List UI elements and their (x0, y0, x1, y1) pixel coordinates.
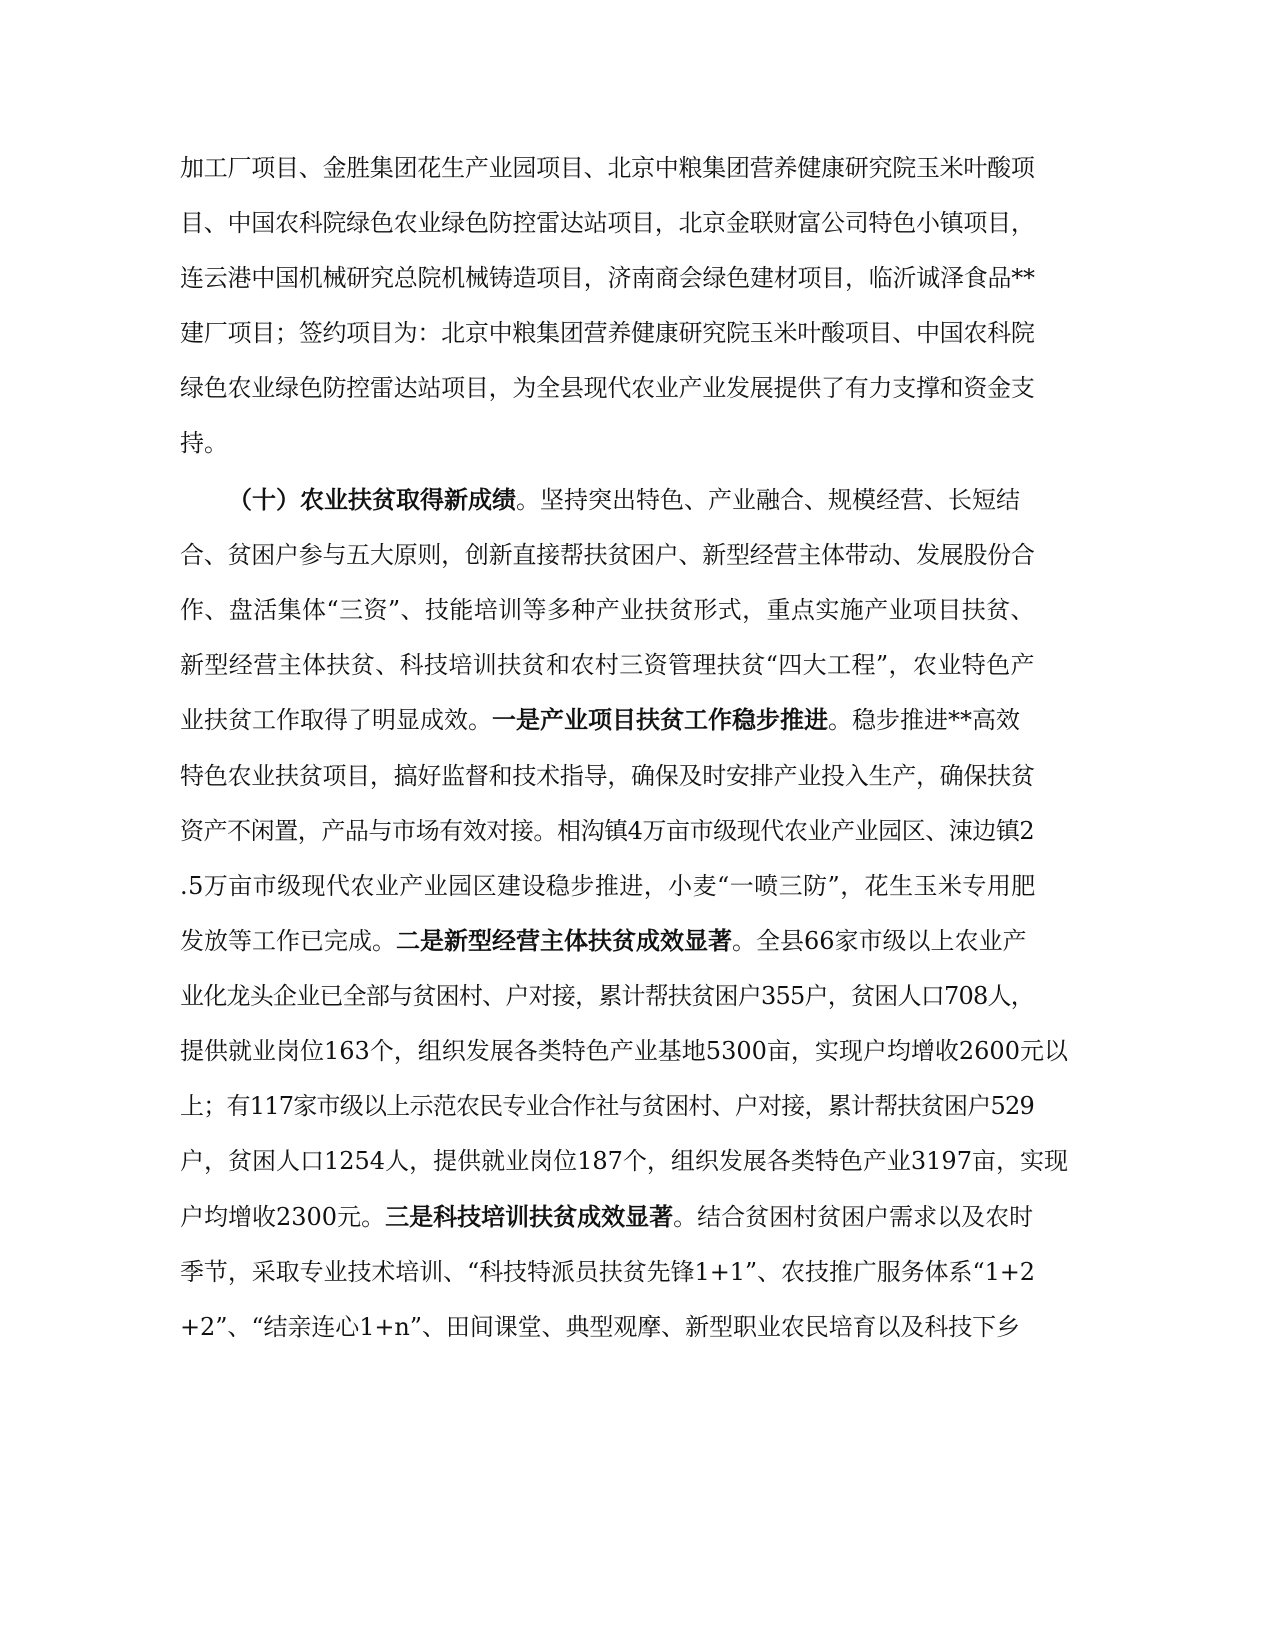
body-text-segment: 目、中国农科院绿色农业绿色防控雷达站项目，北京金联财富公司特色小镇项目， (180, 209, 1035, 237)
body-text-segment: 户均增收2300元。 (180, 1203, 386, 1231)
bold-heading-text: 二是新型经营主体扶贫成效显著 (396, 926, 732, 955)
text-line (180, 1252, 1035, 1292)
body-text-segment: +2”、“结亲连心1+n”、田间课堂、典型观摩、新型职业农民培育以及科技下乡 (180, 1313, 1020, 1341)
text-line (180, 1031, 1068, 1071)
text-line (180, 203, 1035, 243)
body-text-segment: .5万亩市级现代农业产业园区建设稳步推进，小麦“一喷三防”，花生玉米专用肥 (180, 872, 1036, 900)
body-text-segment: 持。 (180, 429, 228, 457)
text-line (180, 368, 1035, 408)
text-line (228, 480, 1020, 520)
body-text-segment: 户，贫困人口1254人，提供就业岗位187个，组织发展各类特色产业3197亩，实现 (180, 1147, 1068, 1175)
body-text-segment: 合、贫困户参与五大原则，创新直接帮扶贫困户、新型经营主体带动、发展股份合 (180, 541, 1035, 569)
body-text-segment: 。稳步推进**高效 (828, 706, 1020, 734)
text-line (180, 148, 1035, 188)
body-text-segment: 业扶贫工作取得了明显成效。 (180, 706, 492, 734)
text-line (180, 976, 1034, 1016)
text-line (180, 535, 1035, 575)
text-line (180, 1141, 1068, 1181)
bold-heading-text: 三是科技培训扶贫成效显著 (385, 1202, 674, 1231)
body-text-segment: 连云港中国机械研究总院机械铸造项目，济南商会绿色建材项目，临沂诚泽食品** (180, 264, 1035, 292)
body-text-segment: 加工厂项目、金胜集团花生产业园项目、北京中粮集团营养健康研究院玉米叶酸项 (180, 154, 1035, 182)
text-line (180, 423, 228, 463)
bold-heading-text: （十）农业扶贫取得新成绩 (228, 485, 516, 514)
body-text-segment: 新型经营主体扶贫、科技培训扶贫和农村三资管理扶贫“四大工程”，农业特色产 (180, 651, 1035, 679)
text-line (180, 645, 1035, 685)
body-text-segment: 季节，采取专业技术培训、“科技特派员扶贫先锋1+1”、农技推广服务体系“1+2 (180, 1258, 1035, 1286)
body-text-segment: 。结合贫困村贫困户需求以及农时 (673, 1203, 1034, 1231)
body-text-segment: 建厂项目；签约项目为：北京中粮集团营养健康研究院玉米叶酸项目、中国农科院 (180, 319, 1035, 347)
text-line (180, 700, 1020, 740)
body-text-segment: 。全县66家市级以上农业产 (732, 927, 1027, 955)
text-line (180, 590, 1035, 630)
body-text-segment: 。坚持突出特色、产业融合、规模经营、长短结 (516, 486, 1020, 514)
body-text-segment: 特色农业扶贫项目，搞好监督和技术指导，确保及时安排产业投入生产，确保扶贫 (180, 762, 1035, 790)
text-line (180, 921, 1027, 961)
text-line (180, 756, 1035, 796)
body-text-segment: 资产不闲置，产品与市场有效对接。相沟镇4万亩市级现代农业产业园区、涑边镇2 (180, 817, 1035, 845)
text-line (180, 1307, 1020, 1347)
body-text-segment: 作、盘活集体“三资”、技能培训等多种产业扶贫形式，重点实施产业项目扶贫、 (180, 596, 1035, 624)
text-line (180, 258, 1035, 298)
body-text-segment: 绿色农业绿色防控雷达站项目，为全县现代农业产业发展提供了有力支撑和资金支 (180, 374, 1035, 402)
body-text-segment: 业化龙头企业已全部与贫困村、户对接，累计帮扶贫困户355户，贫困人口708人， (180, 982, 1034, 1010)
text-line (180, 1086, 1034, 1126)
text-line (180, 866, 1036, 906)
bold-heading-text: 一是产业项目扶贫工作稳步推进 (492, 705, 828, 734)
text-line (180, 811, 1034, 851)
body-text-segment: 上；有117家市级以上示范农民专业合作社与贫困村、户对接，累计帮扶贫困户529 (180, 1092, 1034, 1120)
body-text-segment: 提供就业岗位163个，组织发展各类特色产业基地5300亩，实现户均增收2600元以 (180, 1037, 1068, 1065)
body-text-segment: 发放等工作已完成。 (180, 927, 396, 955)
text-line (180, 1197, 1033, 1237)
text-line (180, 313, 1035, 353)
